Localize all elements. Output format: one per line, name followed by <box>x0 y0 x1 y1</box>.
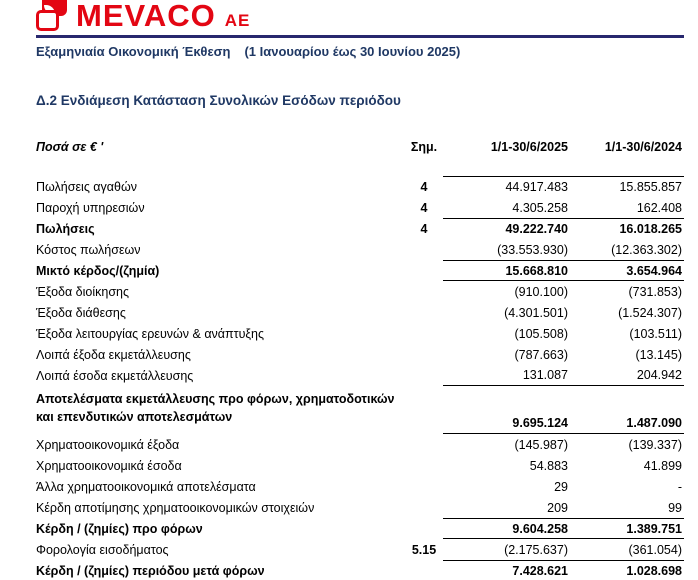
table-row-sales-goods: Πωλήσεις αγαθών 4 44.917.483 15.855.857 <box>36 176 684 197</box>
period-2025-header: 1/1-30/6/2025 <box>490 140 568 154</box>
table-row-income-tax: Φορολογία εισοδήματος 5.15 (2.175.637) (361.054) <box>36 542 682 557</box>
table-row-profit-before-tax: Κέρδη / (ζημίες) προ φόρων 9.604.258 1.389.751 <box>36 518 684 539</box>
report-title <box>36 44 460 59</box>
table-row-other-financial-results: Άλλα χρηματοοικονομικά αποτελέσματα 29 - <box>36 479 682 494</box>
report-title-text: Εξαμηνιαία Οικονομική Έκθεση <box>36 44 231 59</box>
logo-company-suffix: ΑΕ <box>224 11 251 30</box>
mevaco-logo-icon <box>36 0 70 32</box>
logo-company-name: MEVACO <box>76 0 216 33</box>
table-row-gross-profit: Μικτό κέρδος/(ζημία) 15.668.810 3.654.964 <box>36 260 684 281</box>
table-row-other-operating-income: Λοιπά έσοδα εκμετάλλευσης 131.087 204.942 <box>36 365 684 386</box>
table-row-rnd-expenses: Έξοδα λειτουργίας ερευνών & ανάπτυξης (105.508) (103.511) <box>36 326 682 341</box>
period-column-headers <box>443 140 684 162</box>
table-row-total-sales: Πωλήσεις 4 49.222.740 16.018.265 <box>36 218 684 239</box>
table-row-profit-after-tax: Κέρδη / (ζημίες) περιόδου μετά φόρων 7.428.621 1.028.698 <box>36 560 684 580</box>
section-title: Δ.2 Ενδιάμεση Κατάσταση Συνολικών Εσόδων περιόδου <box>36 93 401 108</box>
table-row-financial-expenses: Χρηματοοικονομικά έξοδα (145.987) (139.337) <box>36 437 682 452</box>
period-2024-header: 1/1-30/6/2024 <box>604 140 682 154</box>
table-row-operating-results: Αποτελέσματα εκμετάλλευσης προ φόρων, χρηματοδοτικών και επενδυτικών αποτελεσμάτων 9.695.124 1.487.090 <box>36 390 684 434</box>
income-statement-table <box>36 140 684 580</box>
table-row-admin-expenses: Έξοδα διοίκησης (910.100) (731.853) <box>36 284 682 299</box>
table-row-services: Παροχή υπηρεσιών 4 4.305.258 162.408 <box>36 200 682 215</box>
table-row-financial-income: Χρηματοοικονομικά έσοδα 54.883 41.899 <box>36 458 682 473</box>
logo-text <box>76 1 250 31</box>
table-row-valuation-gains: Κέρδη αποτίμησης χρηματοοικονομικών στοιχειών 209 99 <box>36 500 682 515</box>
logo-white-square <box>36 10 59 31</box>
table-row-cost-of-sales: Κόστος πωλήσεων (33.553.930) (12.363.302) <box>36 242 682 257</box>
header-divider <box>36 35 684 38</box>
table-header-row <box>36 140 684 162</box>
table-row-other-operating-expenses: Λοιπά έξοδα εκμετάλλευσης (787.663) (13.145) <box>36 347 682 362</box>
report-period: (1 Ιανουαρίου έως 30 Ιουνίου 2025) <box>244 44 461 59</box>
table-row-distribution-expenses: Έξοδα διάθεσης (4.301.501) (1.524.307) <box>36 305 682 320</box>
note-column-header: Σημ. <box>410 140 438 154</box>
amounts-in-label: Ποσά σε € ' <box>36 140 104 154</box>
